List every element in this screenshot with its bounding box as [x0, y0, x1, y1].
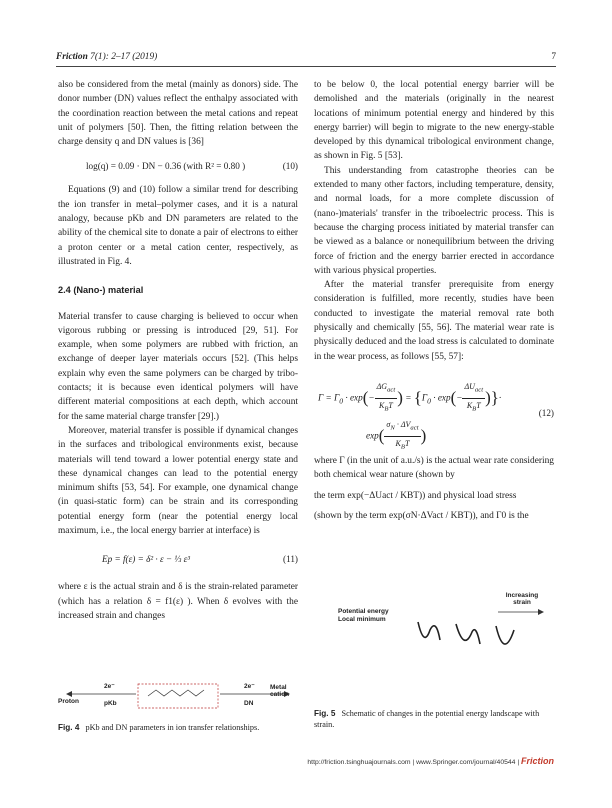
paragraph: Material transfer to cause charging is believed to occur when vigorous rubbing or pressing is introduced [29, 51]. For example, when some polymers are rubbed with friction, an exchange of deeper layer materials occurs [52]. (This helps explain why even the same polymers can be charged by tribo-contacts; it is because even identical polymers will have different material compositions at each depth, which account for the same material charge transfer [29].) [58, 311, 298, 422]
figure-5-caption [314, 708, 554, 730]
footer [307, 756, 554, 766]
energy-curve-1 [418, 622, 440, 640]
paragraph: where Γ (in the unit of a.u./s) is the actual wear rate considering both chemical wear nature (shown by [314, 455, 554, 481]
increasing-strain-label: Increasing strain [505, 592, 539, 606]
left-column [58, 78, 298, 623]
header-rule [56, 66, 556, 67]
left-arrowhead [66, 691, 72, 697]
footer-url[interactable]: http://friction.tsinghuajournals.com | www.Springer.com/journal/40544 | [307, 759, 520, 766]
paragraph: to be below 0, the local potential energy barrier will be demolished and the materials (originally in the nearest locations of minimum potential energy and hindered by this energy barrier) will begin to migrate to the new energy-stable developed by this dynamical tribological environment change, as shown in Fig. 5 [53]. [314, 80, 554, 162]
running-header [56, 52, 556, 66]
local-minimum-label: Local minimum [338, 616, 386, 623]
dn-label: DN [244, 700, 254, 707]
strain-arrowhead [538, 609, 544, 615]
caption-label: Fig. 4 [58, 723, 80, 732]
figure-4-caption [58, 722, 298, 733]
right-electron-label: 2e⁻ [244, 683, 255, 690]
caption-text: pKb and DN parameters in ion transfer relationships. [85, 723, 260, 732]
equation-number: (10) [282, 161, 298, 172]
journal-name: Friction [56, 52, 88, 62]
potential-energy-label: Potential energy [338, 608, 389, 615]
paragraph: Moreover, material transfer is possible if dynamical changes in the surfaces and tribological environments exist, because materials will tend toward a lower potential energy state and these dynamical changes can lead to the potential energy minimum shifts [53, 54]. For example, one dynamical change (in quasi-static form) can be strain and its corresponding potential energy form (near the potential energy local maximum, i.e., the local energy barrier at interface) is [58, 425, 298, 537]
equation-12: $\Gamma = \Gamma_0 \cdot \exp(-$ $\frac{\Delta G_{act}}{K_BT}$ ) = {$\Gamma_0 \cdot \exp(-$ $\frac{\Delta U_{act}}{K_BT}$ )}· exp( $\frac{\sigma_N \cdot \Delta V_{act}}{K_BT}$ ) (12) [318, 381, 554, 451]
equation-11 [102, 552, 298, 568]
equation-text: log(q) = 0.09 · DN − 0.36 (with R² = 0.80 ) [86, 161, 246, 172]
ion-transfer-diagram [58, 680, 298, 714]
left-electron-label: 2e⁻ [104, 683, 115, 690]
paragraph: (shown by the term exp(σN·ΔVact / KBT)), and Γ0 is the [314, 510, 529, 521]
paragraph: After the material transfer prerequisite from energy consideration is fulfilled, more recently, studies have been conducted to investigate the material removal rate both physically and chemically [55, 56]. The material wear rate is physically deduced and the load stress is calculated to dominate in the wear process, as follows [55, 57]: [314, 280, 554, 362]
equation-10 [86, 159, 298, 173]
energy-curve-3 [496, 626, 514, 644]
right-column [314, 78, 554, 523]
pkb-label: pKb [104, 700, 117, 707]
paragraph: Equations (9) and (10) follow a similar trend for describing the ion transfer in metal–polymer cases, and it is a natural analogy, because pKb and DN parameters are related to the ability of the chemical site to donate a pair of electrons to either a proton center or a metal cation center, respectively, as illustrated in Fig. 4. [58, 185, 298, 267]
section-heading: 2.4 (Nano-) material [58, 285, 144, 296]
paragraph: This understanding from catastrophe theories can be extended to many other factors, including temperature, density, and normal loads, for a more complete discussion of (nano-)materials' transfer in the triboelectric process. This is because the charging process initiated by material transfer can be viewed as a balance or nonequilibrium between the driving force of friction and the energy barrier erected in accordance with various physical properties. [314, 165, 554, 276]
metal-cation-label: Metal cation [270, 684, 290, 698]
figure-5 [338, 590, 558, 682]
paragraph: where ε is the actual strain and δ is the strain-related parameter (which has a relation δ = f1(ε) ). When δ evolves with the increased strain and changes [58, 582, 298, 621]
equation-text: Ep = f(ε) = δ² · ε − ⅓ ε³ [102, 554, 190, 565]
proton-label: Proton [58, 698, 79, 705]
equation-number: (12) [538, 407, 554, 418]
energy-curve-2 [456, 624, 480, 644]
molecule-structure [148, 690, 204, 696]
figure-4 [58, 680, 298, 714]
caption-label: Fig. 5 [314, 709, 336, 718]
footer-brand: Friction [521, 756, 554, 766]
molecule-box [138, 684, 218, 708]
caption-text: Schematic of changes in the potential energy landscape with strain. [314, 709, 540, 729]
paragraph: the term exp(−ΔUact / KBT)) and physical load stress [314, 490, 517, 501]
page-number: 7 [551, 52, 556, 62]
volume-issue: 7(1): 2–17 (2019) [90, 52, 158, 62]
equation-number: (11) [283, 554, 298, 565]
paragraph: also be considered from the metal (mainly as donors) side. The donor number (DN) values reflect the enthalpy associated with the coordination reaction between the metal cations and repeat unit of polymers [50]. Then, the fitting relation between the charge density q and DN values is [36] [58, 80, 298, 148]
